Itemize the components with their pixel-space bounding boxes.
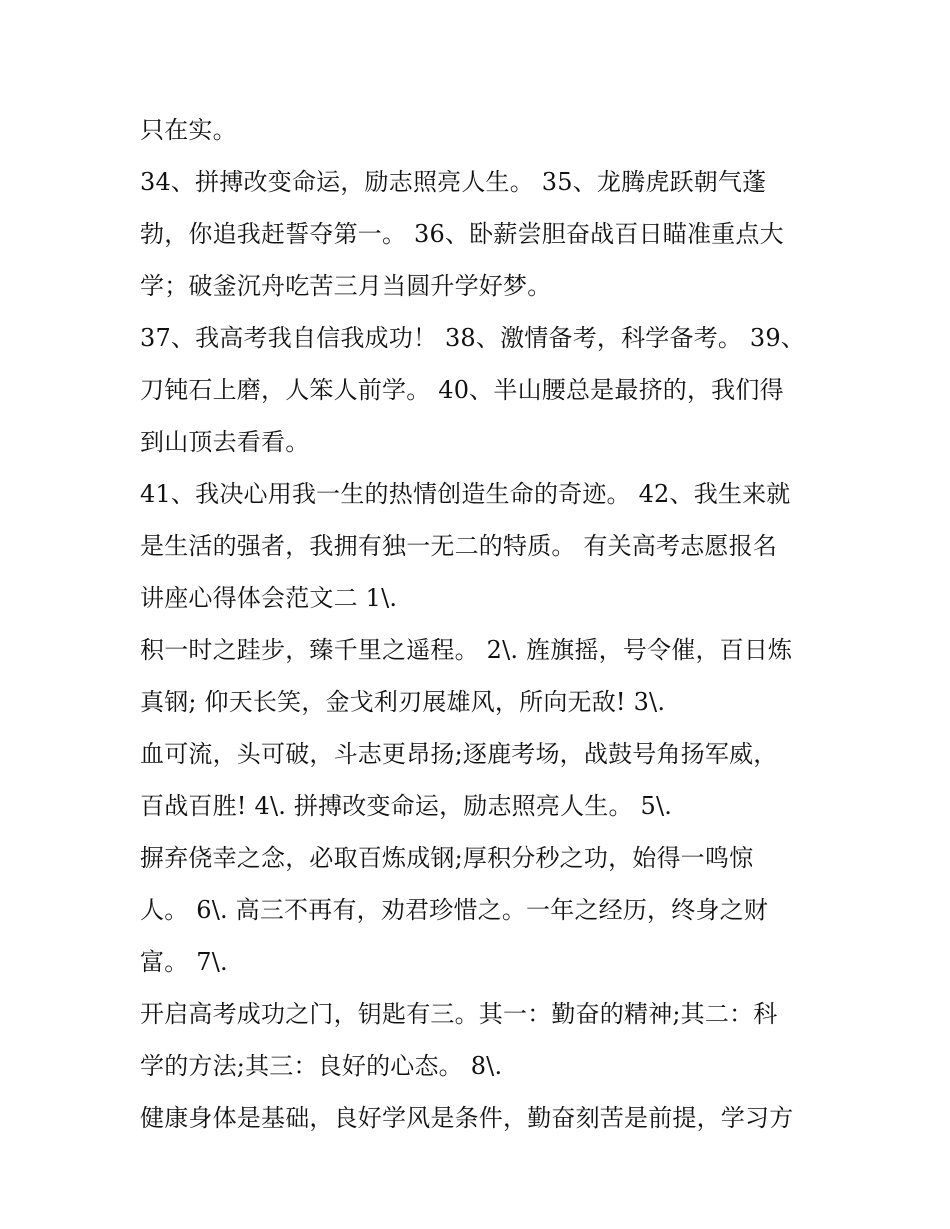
text-line-1: 只在实。 bbox=[140, 116, 237, 144]
text-line-16: 人。 6\. 高三不再有，劝君珍惜之。一年之经历，终身之财 bbox=[140, 896, 769, 924]
text-line-8: 41、我决心用我一生的热情创造生命的奇迹。 42、我生来就 bbox=[140, 480, 791, 508]
text-line-12: 真钢; 仰天长笑，金戈利刃展雄风，所向无敌! 3\. bbox=[140, 688, 666, 716]
text-line-13: 血可流，头可破，斗志更昂扬;逐鹿考场，战鼓号角扬军威， bbox=[140, 740, 778, 768]
document-body bbox=[140, 104, 840, 1144]
text-line-15: 摒弃侥幸之念，必取百炼成钢;厚积分秒之功，始得一鸣惊 bbox=[140, 844, 754, 872]
text-line-9: 是生活的强者，我拥有独一无二的特质。 有关高考志愿报名 bbox=[140, 532, 778, 560]
text-line-17: 富。 7\. bbox=[140, 948, 228, 976]
text-line-6: 刀钝石上磨，人笨人前学。 40、半山腰总是最挤的，我们得 bbox=[140, 376, 784, 404]
text-line-7: 到山顶去看看。 bbox=[140, 428, 310, 456]
text-line-20: 健康身体是基础，良好学风是条件，勤奋刻苦是前提，学习方 bbox=[140, 1104, 794, 1132]
text-line-14: 百战百胜! 4\. 拼搏改变命运，励志照亮人生。 5\. bbox=[140, 792, 673, 820]
text-line-5: 37、我高考我自信我成功！ 38、激情备考，科学备考。 39、 bbox=[140, 324, 806, 352]
text-line-4: 学；破釜沉舟吃苦三月当圆升学好梦。 bbox=[140, 272, 552, 300]
text-line-3: 勃，你追我赶誓夺第一。 36、卧薪尝胆奋战百日瞄准重点大 bbox=[140, 220, 784, 248]
text-line-18: 开启高考成功之门，钥匙有三。其一：勤奋的精神;其二：科 bbox=[140, 1000, 778, 1028]
text-line-19: 学的方法;其三：良好的心态。 8\. bbox=[140, 1052, 503, 1080]
text-line-11: 积一时之跬步，臻千里之遥程。 2\. 旌旗摇，号令催，百日炼 bbox=[140, 636, 793, 664]
text-line-10: 讲座心得体会范文二 1\. bbox=[140, 584, 398, 612]
text-line-2: 34、拼搏改变命运，励志照亮人生。 35、龙腾虎跃朝气蓬 bbox=[140, 168, 767, 196]
